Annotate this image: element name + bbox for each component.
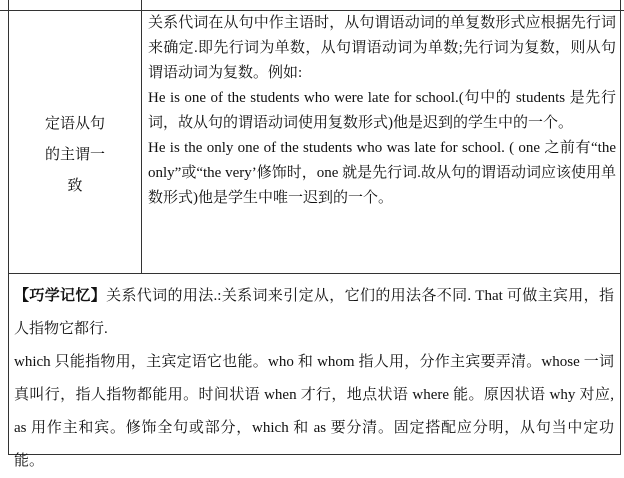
- row-content-cell: [148, 11, 616, 211]
- row-label: 定语从句的主谓一致: [45, 113, 106, 194]
- table-column-divider: [141, 0, 142, 273]
- rule-paragraph: 关系代词在从句中作主语时，从句谓语动词的单复数形式应根据先行词来确定.即先行词为单数，从句谓语动词为单数;先行词为复数，则从句谓语动词为复数。例如:: [148, 15, 616, 81]
- table-row-divider: [8, 273, 621, 274]
- memory-tip-rhyme: which 只能指物用，主宾定语它也能。who 和 whom 指人用，分作主宾要弄清。whose 一词真叫行，指人指物都能用。时间状语 when 才行，地点状语 where 能。原因状语 why 对应, as 用作主和宾。修饰全句或部分，which 和 as 要分清。固定搭配应分明，从句当中定功能。: [14, 354, 614, 469]
- row-label-cell: [9, 11, 141, 273]
- table-right-border: [620, 0, 621, 455]
- memory-tip-intro: [14, 279, 614, 346]
- example-paragraph-1: He is one of the students who were late for school.(句中的 students 是先行词，故从句的谓语动词使用复数形式)他是迟到的学生中的一个。: [148, 90, 616, 131]
- memory-tip-cell: [14, 279, 614, 478]
- example-paragraph-2: He is the only one of the students who was late for school. ( one 之前有“the only”或“the very’修饰时，one 就是先行词.故从句的谓语动词应该使用单数形式)他是学生中唯一迟到的一个。: [148, 140, 616, 206]
- memory-tip-tag: 【巧学记忆】: [14, 286, 107, 304]
- memory-tip-text: 关系代词的用法.:关系词来引定从，它们的用法各不同. That 可做主宾用，指人指物它都行.: [14, 288, 614, 337]
